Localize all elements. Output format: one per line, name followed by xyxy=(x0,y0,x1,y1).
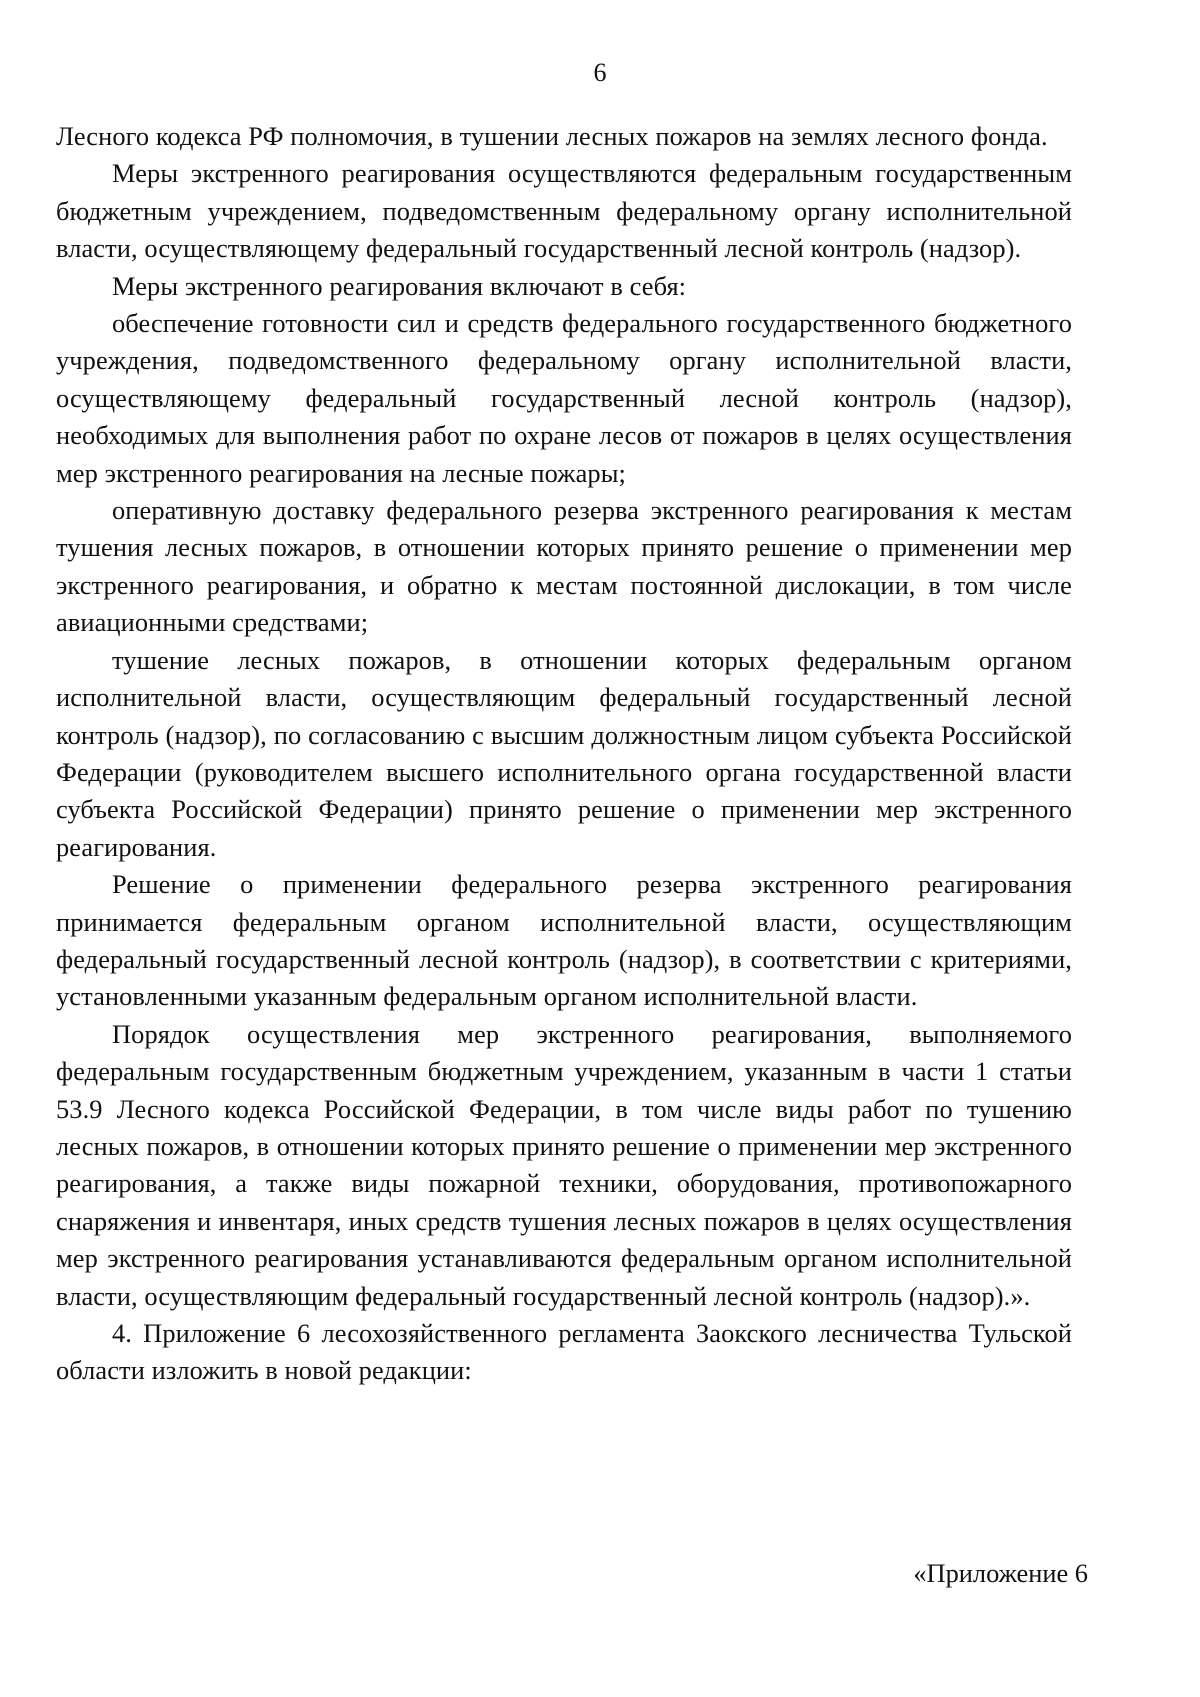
document-body xyxy=(56,118,1072,1390)
paragraph-procedure: Порядок осуществления мер экстренного реагирования, выполняемого федеральным государственным бюджетным учреждением, указанным в части 1 статьи 53.9 Лесного кодекса Российской Федерации, в том числе виды работ по тушению лесных пожаров, в отношении которых принято решение о применении мер экстренного реагирования, а также виды пожарной техники, оборудования, противопожарного снаряжения и инвентаря, иных средств тушения лесных пожаров в целях осуществления мер экстренного реагирования устанавливаются федеральным органом исполнительной власти, осуществляющим федеральный государственный лесной контроль (надзор).». xyxy=(56,1018,1072,1311)
paragraph-item-4: 4. Приложение 6 лесохозяйственного регламента Заокского лесничества Тульской области изложить в новой редакции: xyxy=(56,1318,1072,1386)
paragraph-extinguishing: тушение лесных пожаров, в отношении которых федеральным органом исполнительной власти, осуществляющим федеральный государственный лесной контроль (надзор), по согласованию с высшим должностным лицом субъекта Российской Федерации (руководителем высшего исполнительного органа государственной власти субъекта Российской Федерации) принято решение о применении мер экстренного реагирования. xyxy=(56,644,1072,862)
paragraph-emergency-measures-include: Меры экстренного реагирования включают в себя: xyxy=(112,270,687,301)
paragraph-continuation: Лесного кодекса РФ полномочия, в тушении лесных пожаров на землях лесного фонда. xyxy=(56,121,1048,151)
appendix-label: «Приложение 6 xyxy=(913,1558,1088,1588)
paragraph-emergency-measures-executor: Меры экстренного реагирования осуществляются федеральным государственным бюджетным учреждением, подведомственным федеральному органу исполнительной власти, осуществляющему федеральный государственный лесной контроль (надзор). xyxy=(56,158,1072,264)
paragraph-decision: Решение о применении федерального резерва экстренного реагирования принимается федеральным органом исполнительной власти, осуществляющим федеральный государственный лесной контроль (надзор), в соответствии с критериями, установленными указанным федеральным органом исполнительной власти. xyxy=(56,869,1072,1012)
page-number: 6 xyxy=(593,58,607,87)
paragraph-readiness: обеспечение готовности сил и средств федерального государственного бюджетного учреждения, подведомственного федеральному органу исполнительной власти, осуществляющему федеральный государственный лесной контроль (надзор), необходимых для выполнения работ по охране лесов от пожаров в целях осуществления мер экстренного реагирования на лесные пожары; xyxy=(56,308,1072,488)
paragraph-delivery: оперативную доставку федерального резерва экстренного реагирования к местам тушения лесных пожаров, в отношении которых принято решение о применении мер экстренного реагирования, и обратно к местам постоянной дислокации, в том числе авиационными средствами; xyxy=(56,495,1072,638)
